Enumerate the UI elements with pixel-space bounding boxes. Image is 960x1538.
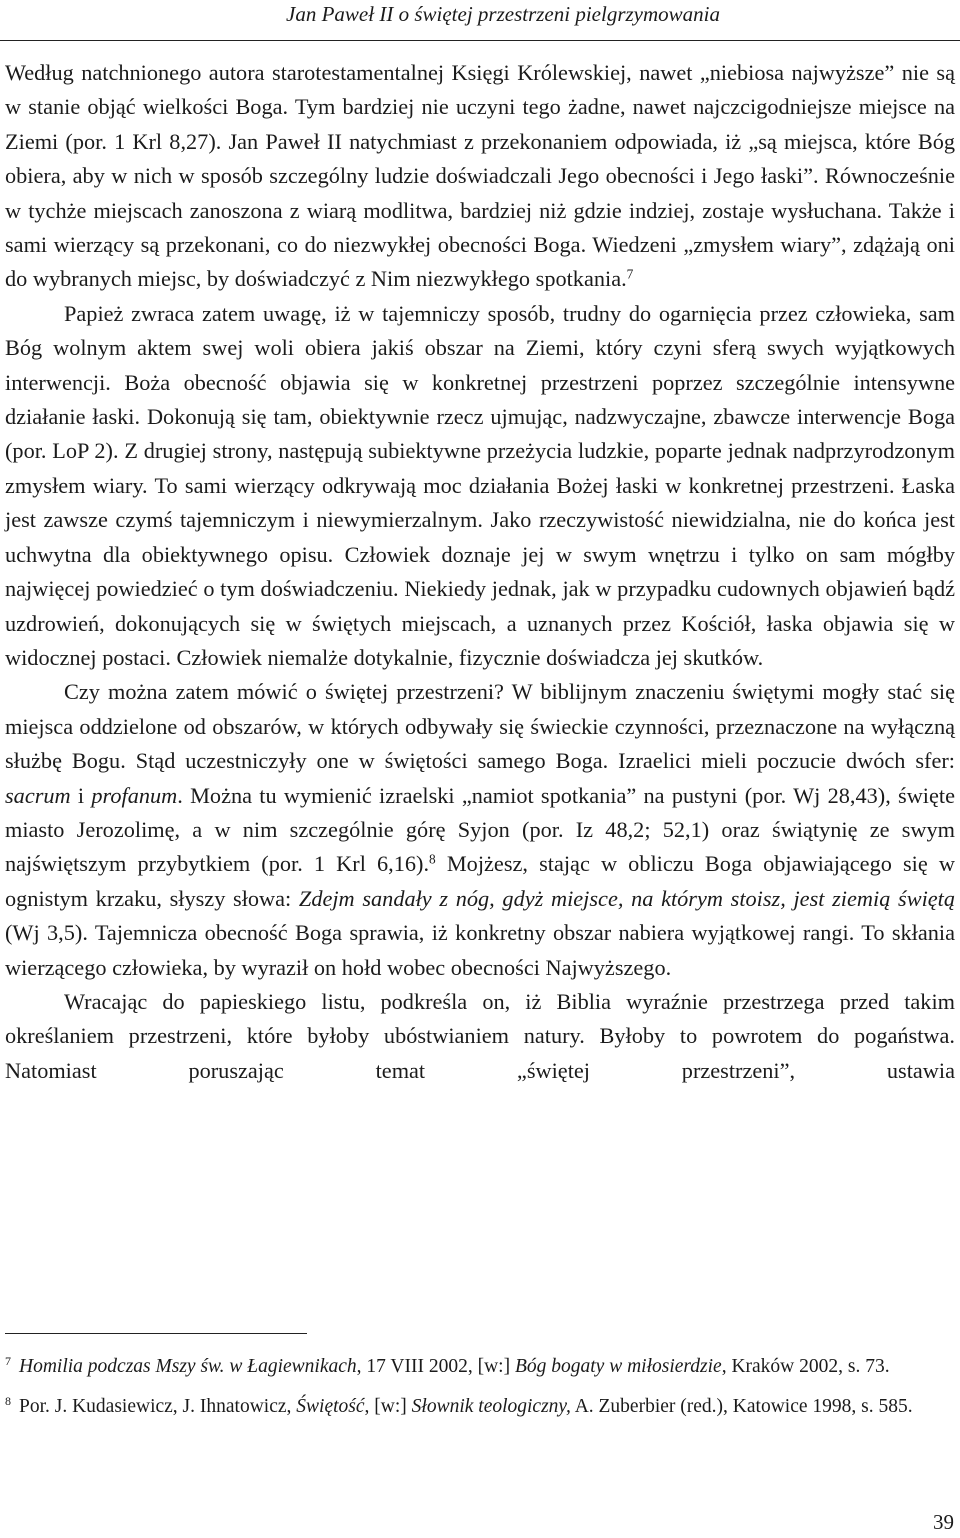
- paragraph-1-text: Według natchnionego autora starotestamentalnej Księgi Królewskiej, nawet „niebiosa najwyższe” nie są w stanie objąć wielkości Boga. Tym bardziej nie uczyni tego żadne, nawet najczcigodniejsze miejsce na Ziemi (por. 1 Krl 8,27). Jan Paweł II natychmiast z przekonaniem odpowiada, iż „są miejsca, które Bóg obiera, aby w nich w sposób szczególny ludzie doświadczali Jego obecności i Jego łaski”. Równocześnie w tychże miejscach zanoszona z wiarą modlitwa, bardziej niż gdzie indziej, zostaje wysłuchana. Także i sami wierzący są przekonani, co do niezwykłej obecności Boga. Wiedzeni „zmysłem wiary”, zdążają oni do wybranych miejsc, by doświadczyć z Nim niezwykłego spotkania.: [5, 60, 955, 292]
- paragraph-3-text-d: Mojżesz, stając w obliczu Boga objawiającego się w ognistym krzaku, słyszy słowa:: [5, 851, 955, 911]
- paragraph-3-text-c: . Można tu wymienić izraelski „namiot spotkania” na pustyni (por. Wj 28,43), święte miasto Jerozolimę, a w nim szczególnie górę Syjon (por. Iz 48,2; 52,1) oraz świątynię ze swym najświętszym przybytkiem (por. 1 Krl 6,16).: [5, 782, 955, 877]
- paragraph-1: [5, 56, 955, 297]
- footnote-7: [5, 1352, 955, 1382]
- footnotes: [5, 1352, 955, 1432]
- footnote-text: , 17 VIII 2002, [w:]: [356, 1356, 515, 1377]
- footnote-text: Por. J. Kudasiewicz, J. Ihnatowicz,: [19, 1396, 297, 1417]
- page-number: 39: [933, 1510, 954, 1534]
- bible-quote: Zdejm sandały z nóg, gdyż miejsce, na którym stoisz, jest ziemią świętą: [298, 885, 956, 911]
- footnote-text: , [w:]: [364, 1396, 412, 1417]
- footnote-text: A. Zuberbier (red.), Katowice 1998, s. 585.: [570, 1396, 913, 1417]
- footnote-ref-7: 7: [626, 267, 634, 283]
- footnote-text: , Kraków 2002, s. 73.: [721, 1356, 890, 1377]
- paragraph-3: [5, 675, 955, 985]
- paragraph-3-text-e: (Wj 3,5). Tajemnicza obecność Boga sprawia, iż konkretny obszar nabiera wyjątkowej rangi. To skłania wierzącego człowieka, by wyraził on hołd wobec obecności Najwyższego.: [5, 920, 955, 980]
- footnote-number: 8: [5, 1394, 11, 1408]
- running-title: Jan Paweł II o świętej przestrzeni pielgrzymowania: [286, 2, 720, 26]
- running-header: [0, 0, 960, 44]
- paragraph-2: Papież zwraca zatem uwagę, iż w tajemniczy sposób, trudny do ogarnięcia przez człowieka, sam Bóg wolnym aktem swej woli obiera jakiś obszar na Ziemi, który czyni sferą swych wyjątkowych interwencji. Boża obecność objawia się w konkretnej przestrzeni poprzez szczególnie intensywne działanie łaski. Dokonują się tam, obiektywnie rzecz ujmując, nadzwyczajne, zbawcze interwencje Boga (por. LoP 2). Z drugiej strony, następują subiektywne przeżycia ludzkie, poparte jednak nadprzyrodzonym zmysłem wiary. To sami wierzący odkrywają moc działania Bożej łaski w konkretnej przestrzeni. Łaska jest zawsze czymś tajemniczym i niewymierzalnym. Jako rzeczywistość niewidzialna, nie do końca jest uchwytna dla obiektywnego opisu. Człowiek doznaje jej w swym wnętrzu i tylko on sam mógłby najwięcej powiedzieć o tym doświadczeniu. Niekiedy jednak, jak w przypadku cudownych objawień bądź uzdrowień, dokonujących się w świętych miejscach, a uznanych przez Kościół, łaska objawia się w widocznej postaci. Człowiek niemalże dotykalnie, fizycznie doświadcza jej skutków.: [5, 300, 955, 670]
- term-profanum: profanum: [91, 782, 178, 808]
- paragraph-4: Wracając do papieskiego listu, podkreśla on, iż Biblia wyraźnie przestrzega przed takim określaniem przestrzeni, które byłoby ubóstwianiem natury. Byłoby to powrotem do pogaństwa. Natomiast poruszając temat „świętej przestrzeni”, ustawia: [5, 988, 955, 1083]
- footnote-title: Bóg bogaty w miłosierdzie: [514, 1356, 722, 1377]
- footnote-title: Homilia podczas Mszy św. w Łagiewnikach: [19, 1356, 357, 1377]
- footnote-number: 7: [5, 1354, 11, 1368]
- footnote-ref-8: 8: [429, 852, 436, 867]
- footnote-8: [5, 1392, 955, 1422]
- footnote-title: Słownik teologiczny,: [411, 1396, 571, 1417]
- header-rule: [0, 40, 960, 41]
- footnote-rule: [5, 1333, 307, 1334]
- paragraph-3-text-a: Czy można zatem mówić o świętej przestrzeni? W biblijnym znaczeniu świętymi mogły stać się miejsca oddzielone od obszarów, w których odbywały się świeckie czynności, przeznaczone na wyłączną służbę Bogu. Stąd uczestniczyły one w świętości samego Boga. Izraelici mieli poczucie dwóch sfer:: [5, 679, 955, 774]
- paragraph-3-text-b: i: [70, 782, 92, 808]
- footnote-title: Świętość: [296, 1396, 365, 1417]
- body-text: [5, 56, 955, 1088]
- term-sacrum: sacrum: [5, 782, 71, 808]
